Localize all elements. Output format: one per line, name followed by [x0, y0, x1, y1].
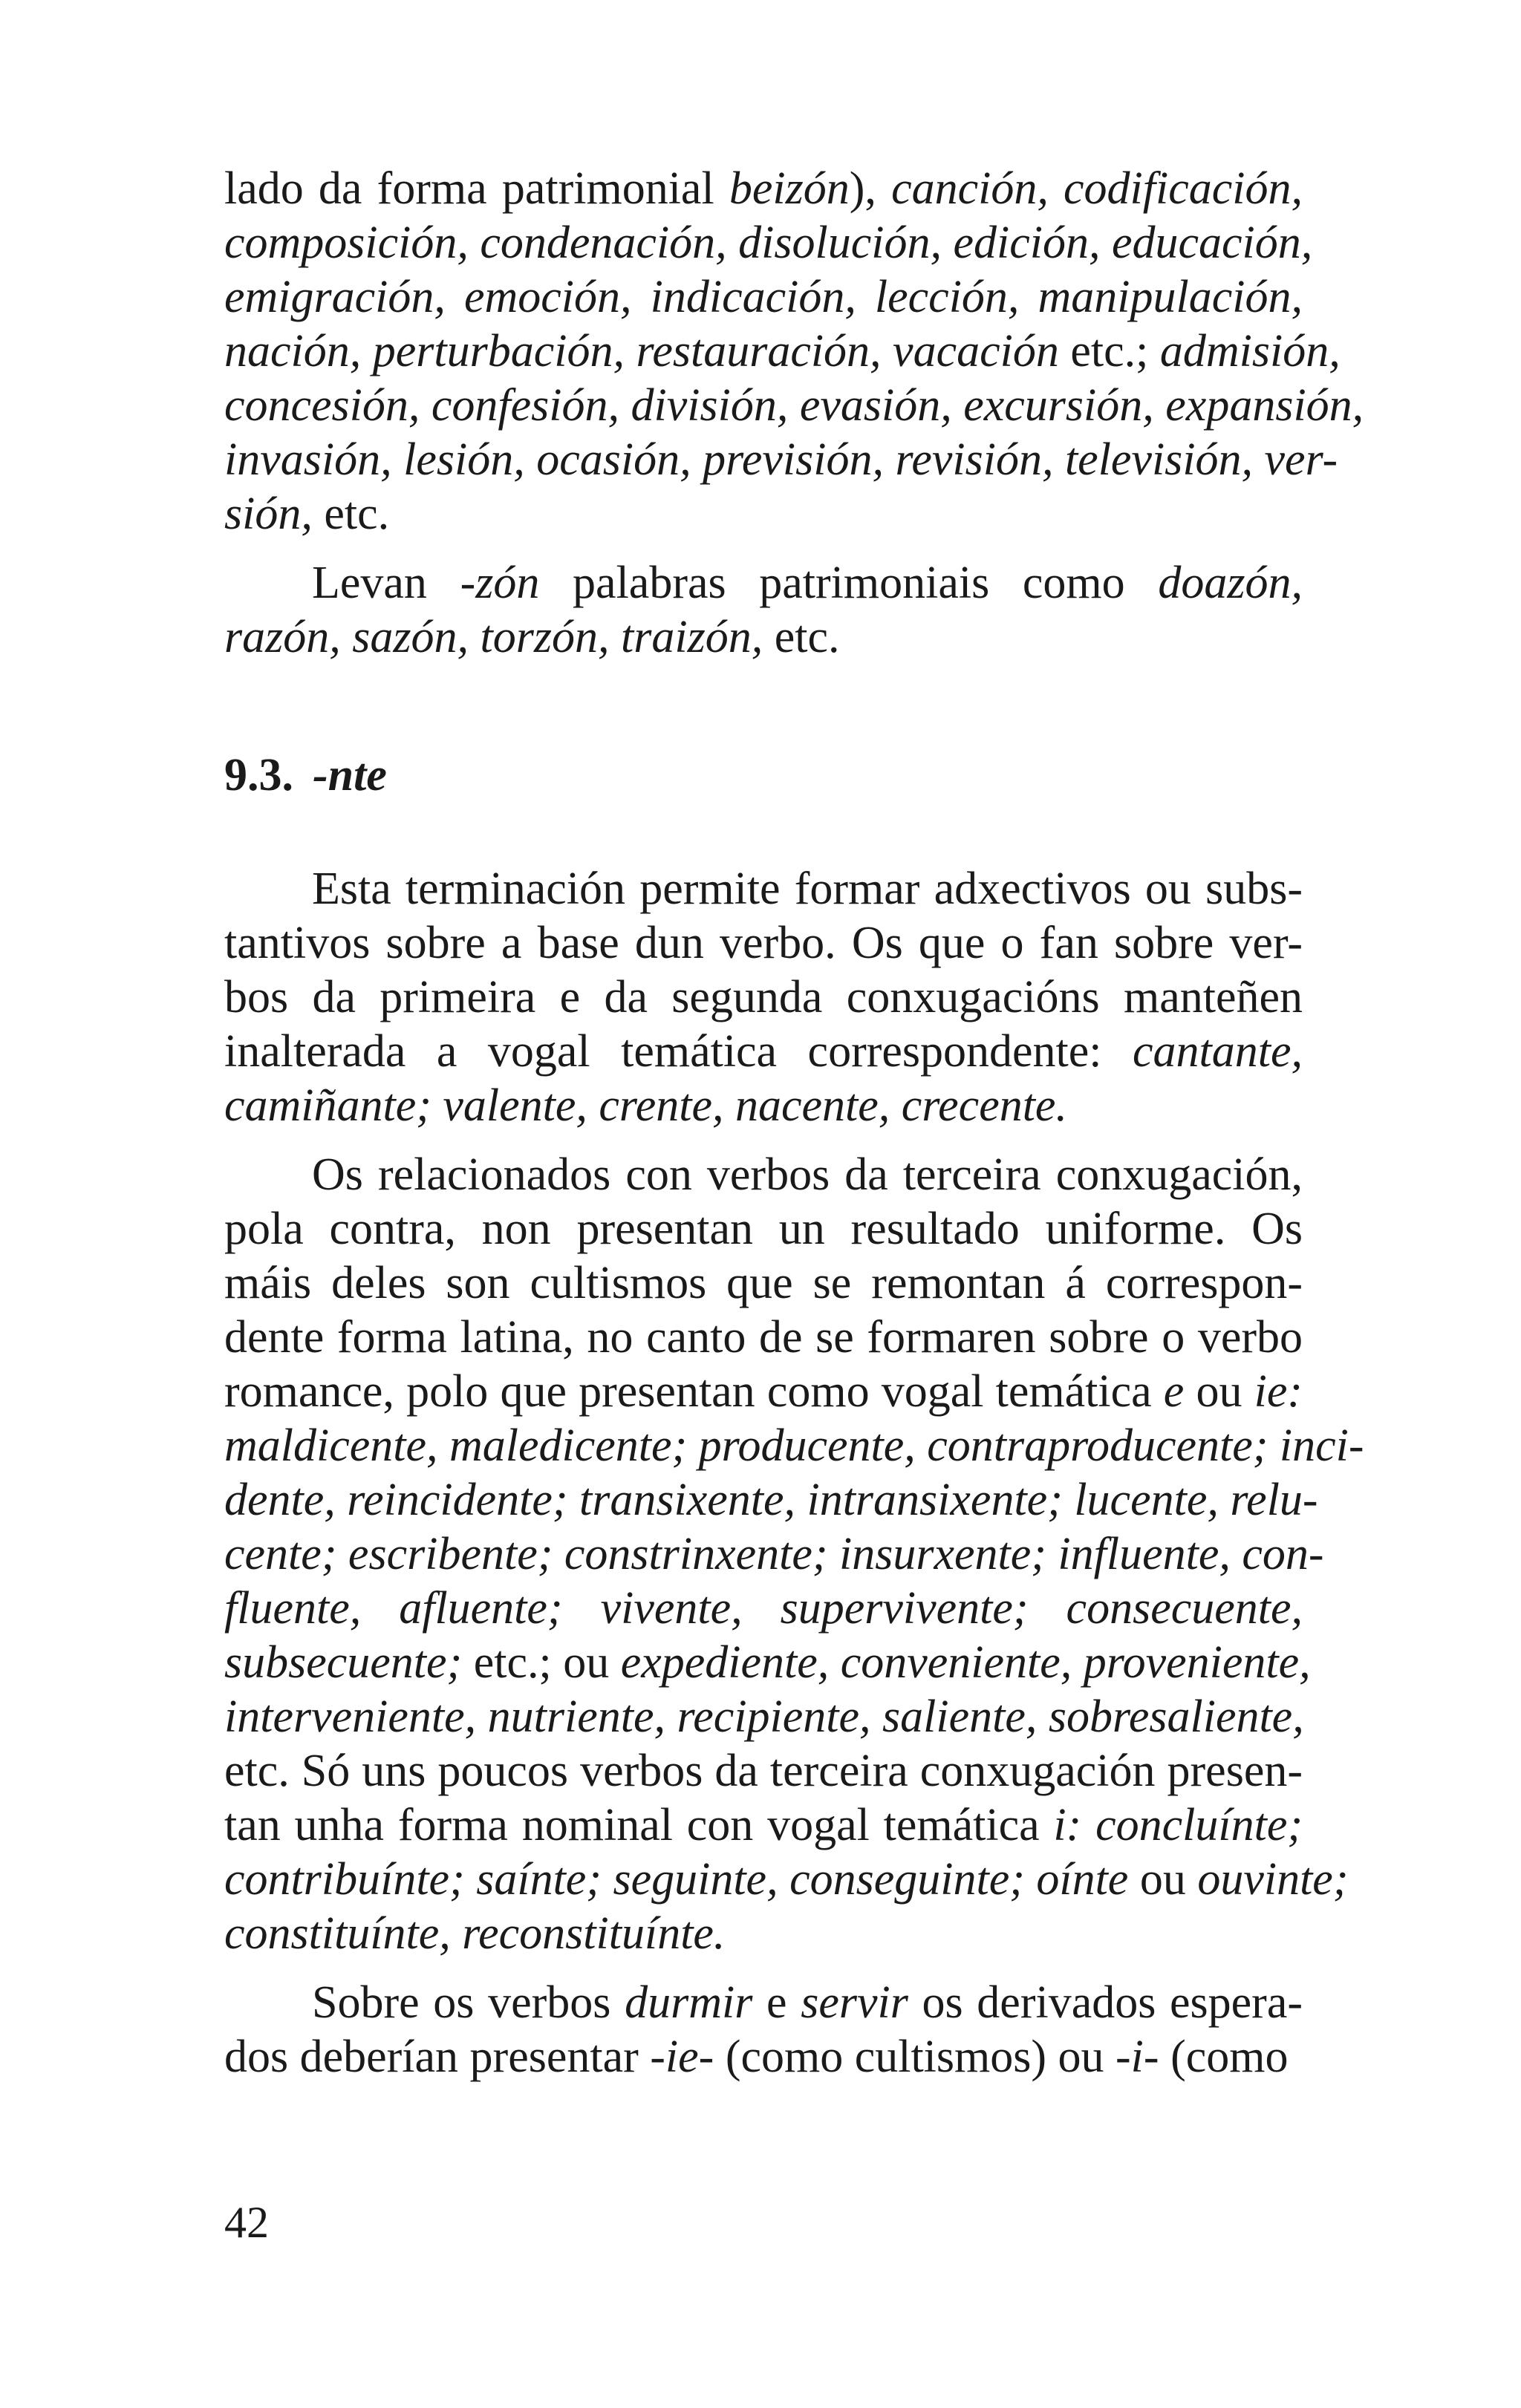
paragraph [224, 1976, 1303, 2084]
text-run: bos da primeira e da segunda conxugacións manteñen [224, 972, 1303, 1022]
text-column [224, 162, 1364, 2084]
italic-run: subsecuente; [224, 1637, 463, 1688]
italic-run: fluente, afluente; vivente, supervivente; consecuente, [224, 1583, 1303, 1634]
text-line [224, 1690, 1303, 1744]
italic-run: doazón, [1158, 558, 1303, 608]
text-run: etc.; ou [462, 1637, 621, 1688]
text-line [224, 270, 1303, 324]
italic-run: constituínte, reconstituínte. [224, 1908, 726, 1959]
italic-run: cente; escribente; constrinxente; insurxente; influente, con- [224, 1529, 1324, 1579]
text-run: ou [1184, 1366, 1254, 1417]
text-line [224, 433, 1338, 487]
spacer [224, 665, 1303, 748]
italic-run: -i- [1115, 2032, 1159, 2082]
text-line [224, 1744, 1303, 1798]
text-line [224, 1256, 1303, 1311]
text-line [224, 1527, 1324, 1582]
text-line [224, 1079, 1303, 1133]
text-line [224, 1148, 1303, 1202]
paragraph [224, 162, 1364, 541]
text-run: dente forma latina, no canto de se formaren sobre o verbo [224, 1312, 1303, 1363]
text-run: tan unha forma nominal con vogal temática [224, 1800, 1054, 1850]
spacer [224, 803, 1303, 862]
italic-run: -zón [460, 558, 540, 608]
text-line [224, 1582, 1303, 1636]
italic-run: sión, [224, 489, 313, 539]
paragraph [224, 862, 1303, 1133]
italic-run: maldicente, maledicente; producente, contraproducente; inci- [224, 1420, 1364, 1471]
text-run: (como [1159, 2032, 1289, 2082]
italic-run: canción, codificación, [891, 163, 1303, 214]
text-line [224, 2030, 1303, 2084]
text-run: ou [1128, 1854, 1198, 1905]
section-number: 9.3. [224, 750, 293, 800]
text-line [224, 1311, 1303, 1365]
spacer [224, 1961, 1303, 1976]
italic-run: admisión, [1159, 326, 1341, 376]
section-title: -nte [313, 750, 387, 800]
text-line [224, 556, 1303, 610]
text-line [224, 916, 1303, 970]
text-run: dos deberían presentar [224, 2032, 651, 2082]
text-line [224, 216, 1313, 270]
text-line [224, 1907, 1303, 1961]
text-line [224, 1025, 1303, 1079]
italic-run: i: concluínte; [1053, 1800, 1303, 1850]
text-run: etc. [312, 489, 390, 539]
text-line [224, 1473, 1318, 1527]
text-line [224, 970, 1303, 1025]
text-run: etc. Só uns poucos verbos da terceira conxugación presen- [224, 1746, 1303, 1796]
text-run: Esta terminación permite formar adxectivos ou subs- [312, 864, 1303, 914]
text-run: etc. [763, 612, 840, 662]
italic-run: ouvinte; [1197, 1854, 1349, 1905]
text-line [224, 379, 1364, 433]
spacer [224, 1133, 1303, 1148]
italic-run: -ie- [650, 2032, 714, 2082]
text-run: tantivos sobre a base dun verbo. Os que o fan sobre ver- [224, 918, 1303, 968]
text-run: máis deles son cultismos que se remontan á correspon- [224, 1258, 1303, 1308]
text-line [224, 1853, 1349, 1907]
text-run: romance, polo que presentan como vogal temática [224, 1366, 1164, 1417]
text-run: inalterada a vogal temática correspondente: [224, 1026, 1133, 1077]
section-heading [224, 748, 1303, 803]
text-run: Os relacionados con verbos da terceira conxugación, [312, 1149, 1303, 1200]
italic-run: concesión, confesión, división, evasión, excursión, expansión, [224, 380, 1364, 431]
text-run: pola contra, non presentan un resultado uniforme. Os [224, 1204, 1303, 1254]
text-run: e [752, 1977, 801, 2028]
italic-run: emigración, emoción, indicación, lección, manipulación, [224, 272, 1303, 322]
page-number: 42 [224, 2198, 269, 2247]
italic-run: ie: [1254, 1366, 1303, 1417]
italic-run: dente, reincidente; transixente, intransixente; lucente, relu- [224, 1475, 1318, 1525]
text-line [224, 487, 1303, 541]
text-line [224, 1636, 1311, 1690]
text-run: (como cultismos) ou [714, 2032, 1116, 2082]
text-run: os derivados espera- [908, 1977, 1303, 2028]
text-run: palabras patrimoniais como [539, 558, 1159, 608]
text-run: Levan [312, 558, 460, 608]
italic-run: durmir [625, 1977, 753, 2028]
italic-run: razón, sazón, torzón, traizón, [224, 612, 763, 662]
text-run: lado da forma patrimonial [224, 163, 729, 214]
italic-run: beizón [729, 163, 850, 214]
italic-run: e [1163, 1366, 1185, 1417]
text-line [224, 1419, 1364, 1473]
italic-run: contribuínte; saínte; seguinte, conseguinte; oínte [224, 1854, 1129, 1905]
text-line [224, 1365, 1303, 1419]
italic-run: camiñante; valente, crente, nacente, crecente. [224, 1080, 1067, 1131]
italic-run: expediente, conveniente, proveniente, [620, 1637, 1311, 1688]
text-line [224, 1202, 1303, 1256]
italic-run: cantante, [1133, 1026, 1303, 1077]
italic-run: servir [801, 1977, 908, 2028]
italic-run: nación, perturbación, restauración, vacación [224, 326, 1059, 376]
italic-run: invasión, lesión, ocasión, previsión, revisión, televisión, ver- [224, 434, 1338, 485]
text-line [224, 162, 1303, 216]
text-line [224, 610, 1303, 665]
paragraph [224, 1148, 1364, 1961]
text-run: Sobre os verbos [312, 1977, 625, 2028]
page-body [224, 162, 1364, 2084]
text-line [224, 862, 1303, 916]
paragraph [224, 556, 1303, 665]
text-run: ), [849, 163, 892, 214]
text-line [224, 324, 1341, 379]
text-line [224, 1976, 1303, 2030]
italic-run: interveniente, nutriente, recipiente, saliente, sobresaliente, [224, 1691, 1304, 1742]
spacer [224, 541, 1303, 556]
italic-run: composición, condenación, disolución, edición, educación, [224, 218, 1313, 268]
text-line [224, 1798, 1303, 1853]
text-run: etc.; [1058, 326, 1160, 376]
